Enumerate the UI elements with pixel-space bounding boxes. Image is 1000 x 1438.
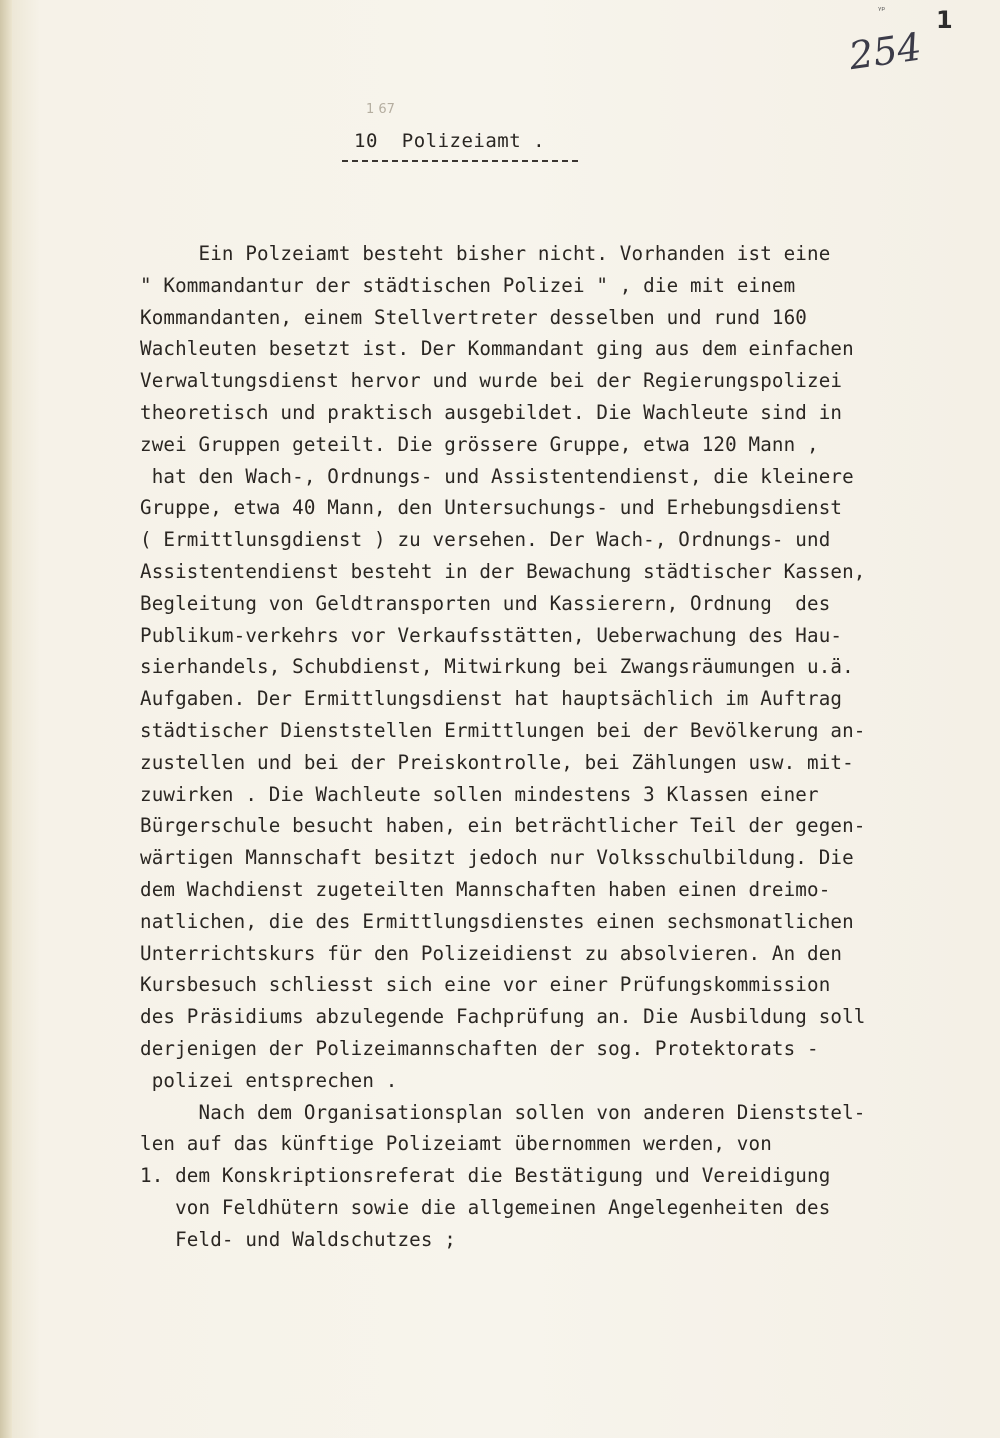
text-line: wärtigen Mannschaft besitzt jedoch nur Volksschulbildung. Die [140, 846, 854, 870]
text-line: dem Wachdienst zugeteilten Mannschaften haben einen dreimo- [140, 877, 831, 901]
text-line: städtischer Dienststellen Ermittlungen bei der Bevölkerung an- [140, 718, 866, 742]
text-line: Feld- und Waldschutzes ; [140, 1227, 456, 1251]
text-line: zustellen und bei der Preiskontrolle, bei Zählungen usw. mit- [140, 750, 854, 774]
text-line: Kommandanten, einem Stellvertreter desselben und rund 160 [140, 305, 808, 329]
text-line: theoretisch und praktisch ausgebildet. Die Wachleute sind in [140, 400, 843, 424]
text-line: natlichen, die des Ermittlungsdienstes einen sechsmonatlichen [140, 909, 854, 933]
text-line: Aufgaben. Der Ermittlungsdienst hat hauptsächlich im Auftrag [140, 687, 843, 711]
text-line: Unterrichtskurs für den Polizeidienst zu absolvieren. An den [140, 941, 843, 965]
text-line: Begleitung von Geldtransporten und Kassierern, Ordnung des [140, 591, 831, 615]
text-line: Verwaltungsdienst hervor und wurde bei der Regierungspolizei [140, 369, 843, 393]
text-line: len auf das künftige Polizeiamt übernommen werden, von [140, 1132, 772, 1156]
text-line: polizei entsprechen . [140, 1068, 398, 1092]
heading-underline [342, 160, 578, 162]
text-line: sierhandels, Schubdienst, Mitwirkung bei Zwangsräumungen u.ä. [140, 655, 854, 679]
text-line: " Kommandantur der städtischen Polizei " , die mit einem [140, 273, 796, 297]
text-line: zuwirken . Die Wachleute sollen mindestens 3 Klassen einer [140, 782, 819, 806]
folio-number: 254 [846, 24, 925, 79]
text-line: Gruppe, etwa 40 Mann, den Untersuchungs- und Erhebungsdienst [140, 496, 843, 520]
body-text [140, 238, 960, 1256]
text-line: des Präsidiums abzulegende Fachprüfung an. Die Ausbildung soll [140, 1005, 866, 1029]
text-line: von Feldhütern sowie die allgemeinen Angelegenheiten des [140, 1195, 831, 1219]
text-line: Assistentendienst besteht in der Bewachung städtischer Kassen, [140, 559, 866, 583]
text-line: zwei Gruppen geteilt. Die grössere Gruppe, etwa 120 Mann , [140, 432, 819, 456]
text-line: hat den Wach-, Ordnungs- und Assistentendienst, die kleinere [140, 464, 854, 488]
corner-mark: 1 [936, 6, 953, 34]
text-line: ( Ermittlunsgdienst ) zu versehen. Der Wach-, Ordnungs- und [140, 528, 831, 552]
text-line: Publikum-verkehrs vor Verkaufsstätten, Ueberwachung des Hau- [140, 623, 843, 647]
text-line: Wachleuten besetzt ist. Der Kommandant ging aus dem einfachen [140, 337, 854, 361]
text-line: Nach dem Organisationsplan sollen von anderen Dienststel- [140, 1100, 866, 1124]
text-line: derjenigen der Polizeimannschaften der sog. Protektorats - [140, 1036, 819, 1060]
section-heading: 10 Polizeiamt . [354, 130, 546, 152]
text-line: Kursbesuch schliesst sich eine vor einer Prüfungskommission [140, 973, 831, 997]
text-line: Ein Polzeiamt besteht bisher nicht. Vorhanden ist eine [140, 242, 831, 265]
pencil-mark: 1 67 [366, 102, 395, 117]
corner-mark-small: ᵞᵖ [878, 6, 886, 16]
text-line: Bürgerschule besucht haben, ein beträchtlicher Teil der gegen- [140, 814, 866, 838]
text-line: 1. dem Konskriptionsreferat die Bestätigung und Vereidigung [140, 1164, 831, 1188]
binding-edge [0, 0, 12, 1438]
